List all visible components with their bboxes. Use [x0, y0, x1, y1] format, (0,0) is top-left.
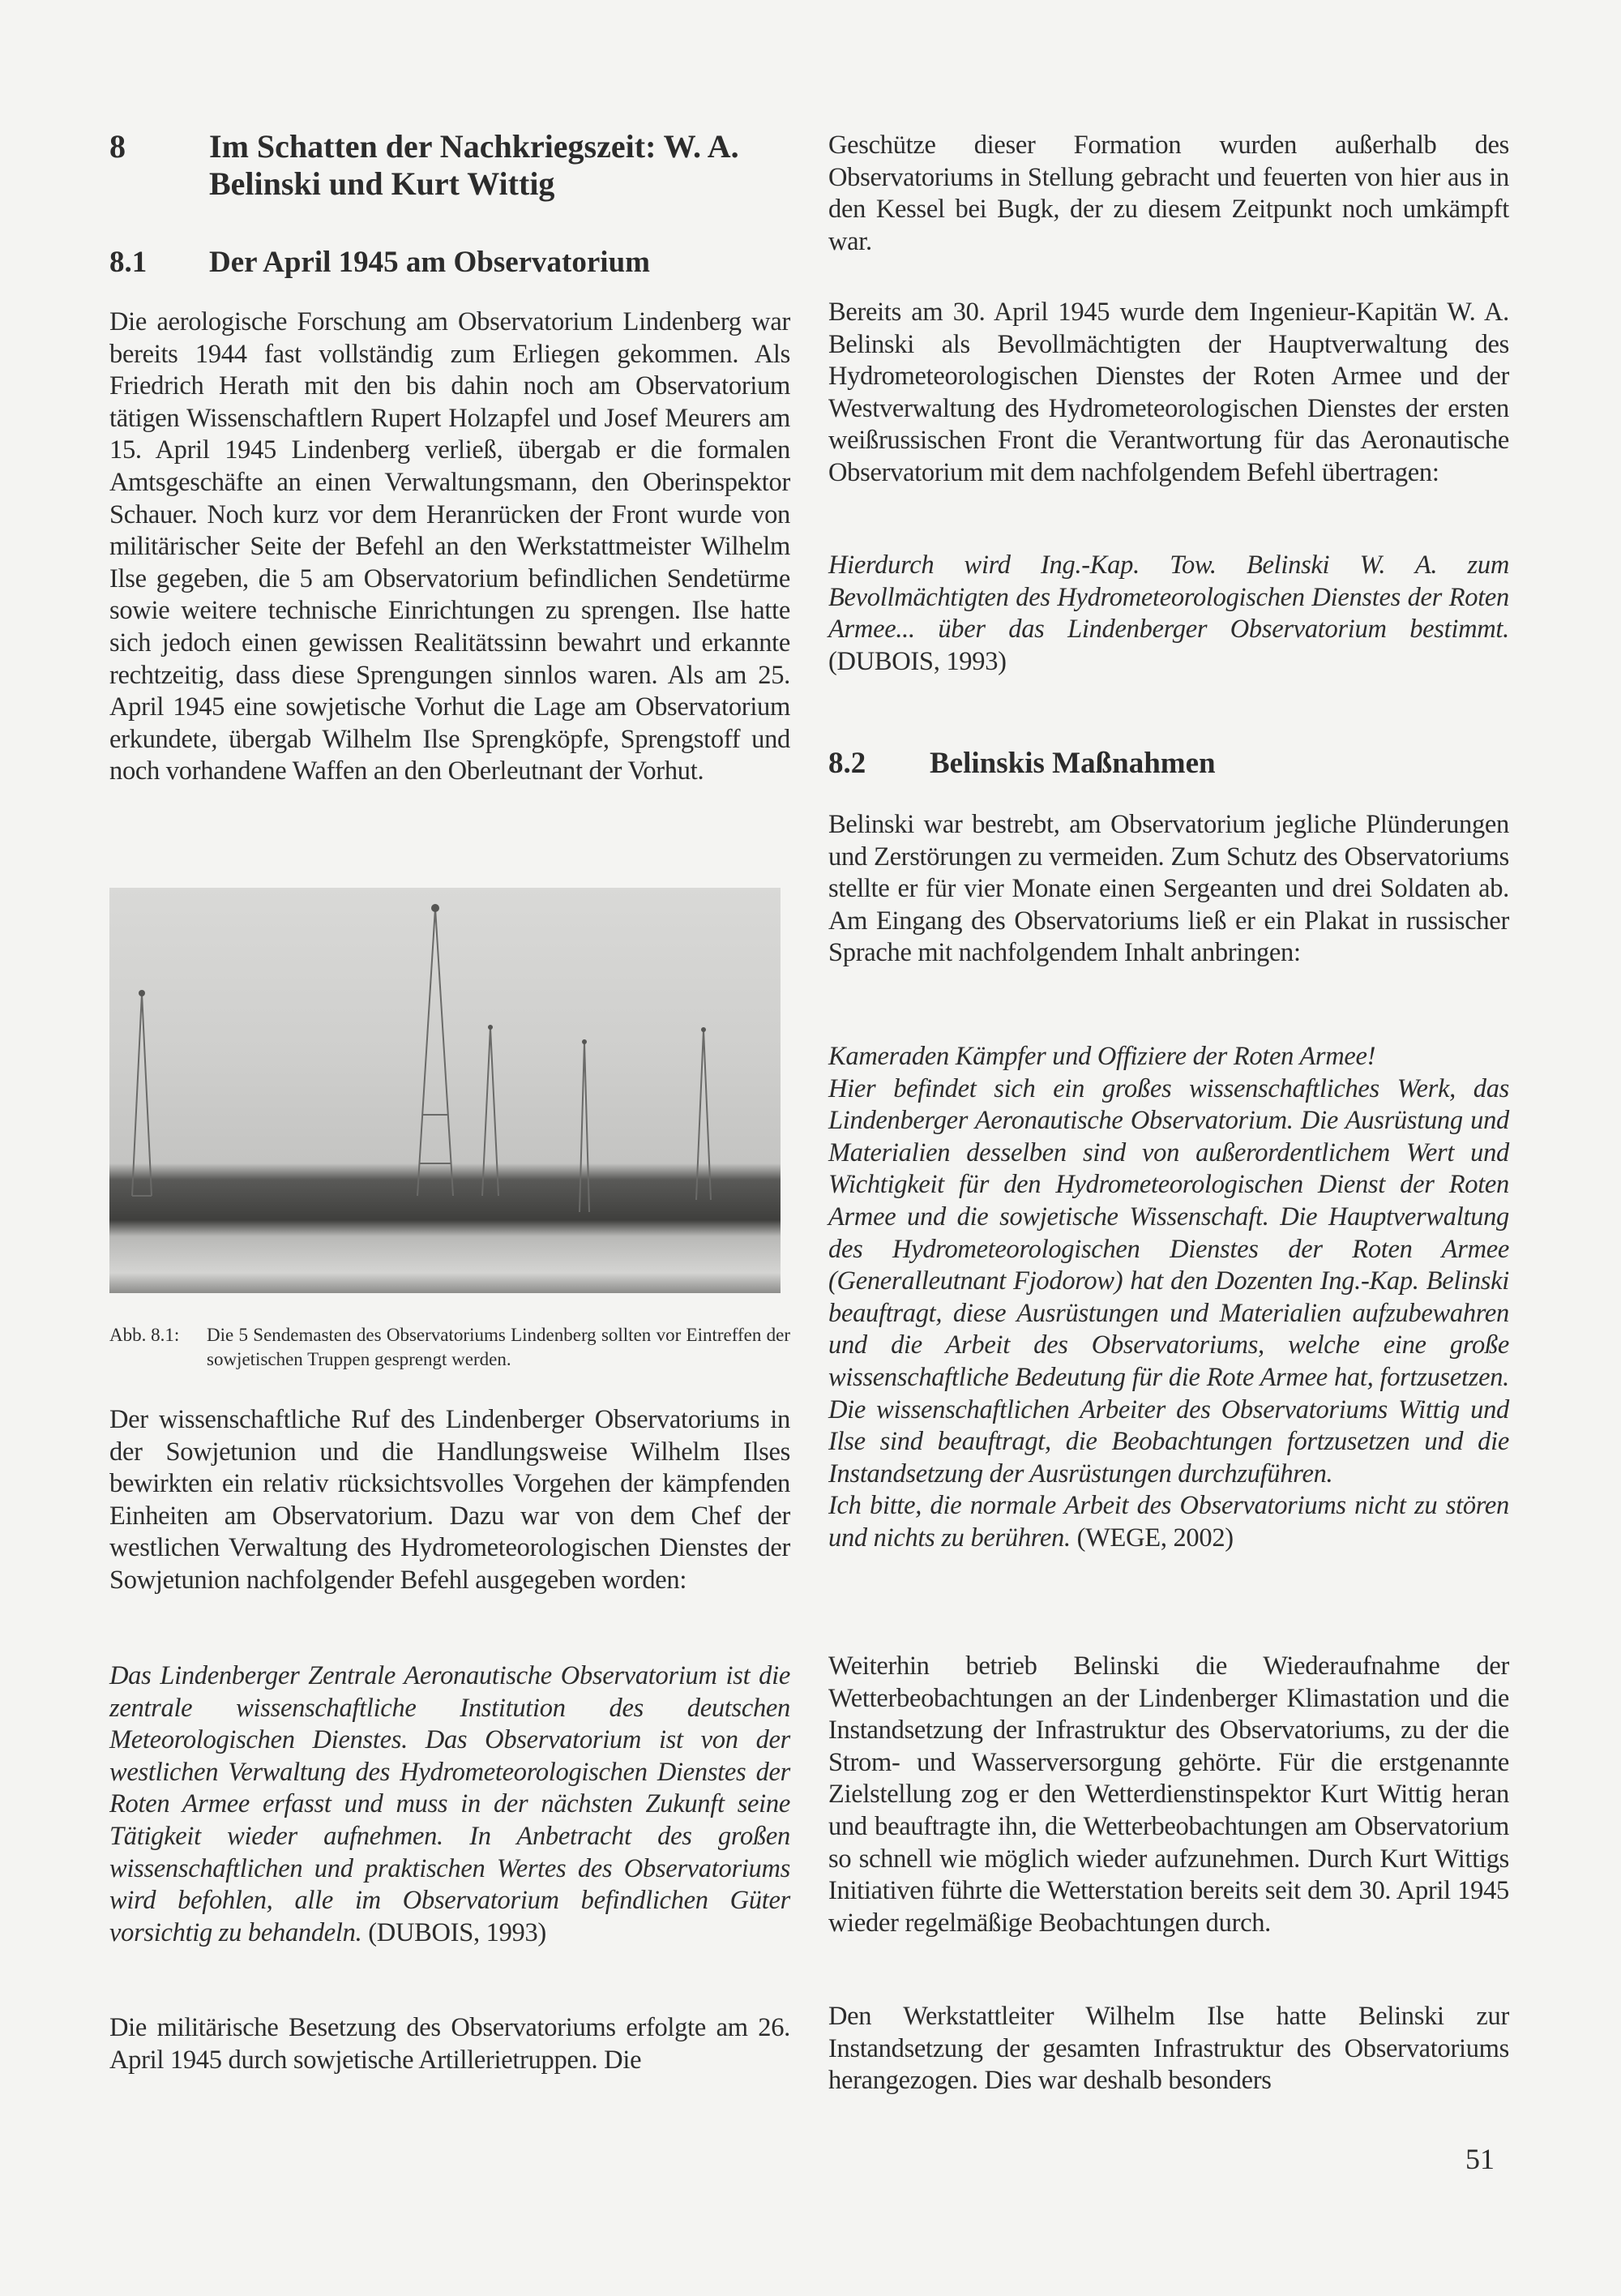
- poster-quote: [828, 1041, 1509, 1555]
- paragraph: Bereits am 30. April 1945 wurde dem Ingenieur-Kapitän W. A. Belinski als Bevollmächtigten der Hauptverwaltung des Hydrometeorologischen Dienstes der Roten Armee und der Westverwaltung des Hydrometeorologischen Dienstes der ersten weißrussischen Front die Verantwortung für das Aeronautische Observatorium mit dem nachfolgendem Befehl übertragen:: [828, 298, 1509, 487]
- paragraph: Belinski war bestrebt, am Observatorium jegliche Plünderungen und Zerstörungen zu vermeiden. Zum Schutz des Observatoriums stellte er für vier Monate einen Sergeanten und drei Soldaten ab. Am Eingang des Observatoriums ließ er ein Plakat in russischer Sprache mit nachfolgendem Inhalt anbringen:: [828, 810, 1509, 968]
- paragraph: Der wissenschaftliche Ruf des Lindenberger Observatoriums in der Sowjetunion und die Handlungsweise Wilhelm Ilses bewirkten ein relativ rücksichtsvolles Vorgehen der kämpfenden Einheiten am Observatorium. Dazu war von dem Chef der westlichen Verwaltung des Hydrometeorologischen Dienstes der Sowjetunion nachfolgender Befehl ausgegeben worden:: [109, 1405, 790, 1595]
- quote-text: Das Lindenberger Zentrale Aeronautische Observatorium ist die zentrale wissenschaftliche Institution des deutschen Meteorologischen Dienstes. Das Observatorium ist von der westlichen Verwaltung des Hydrometeorologischen Dienstes der Roten Armee erfasst und muss in der nächsten Zukunft seine Tätigkeit wieder aufnehmen. In Anbetracht des großen wissenschaftlichen und praktischen Wertes des Observatoriums wird befohlen, alle im Observatorium befindlichen Güter vorsichtig zu behandeln.: [109, 1661, 790, 1947]
- poster-quote-salutation: Kameraden Kämpfer und Offiziere der Roten Armee!: [828, 1042, 1376, 1071]
- paragraph: Den Werkstattleiter Wilhelm Ilse hatte Belinski zur Instandsetzung der gesamten Infrastruktur des Observatoriums herangezogen. Dies war deshalb besonders: [828, 2002, 1509, 2096]
- page-number: 51: [1465, 2143, 1495, 2175]
- chapter-number: 8: [109, 128, 126, 165]
- quote-citation: (DUBOIS, 1993): [828, 646, 1007, 676]
- section-number: 8.2: [828, 747, 866, 780]
- section-title: Der April 1945 am Observatorium: [209, 246, 650, 279]
- masts-illustration: [109, 888, 781, 1293]
- quote-citation: (DUBOIS, 1993): [361, 1917, 546, 1947]
- paragraph: Geschütze dieser Formation wurden außerhalb des Observatoriums in Stellung gebracht und feuerten von hier aus in den Kessel bei Bugk, der zu diesem Zeitpunkt noch umkämpft war.: [828, 131, 1509, 256]
- chapter-title: Im Schatten der Nachkriegszeit: W. A. Belinski und Kurt Wittig: [209, 128, 739, 202]
- quote-citation: (WEGE, 2002): [1070, 1523, 1234, 1553]
- section-number: 8.1: [109, 246, 148, 279]
- figure-photo-transmitter-masts: [109, 888, 781, 1293]
- paragraph: Die aerologische Forschung am Observatorium Lindenberg war bereits 1944 fast vollständig zum Erliegen gekommen. Als Friedrich Herath mit den bis dahin noch am Observatorium tätigen Wissenschaftlern Rupert Holzapfel und Josef Meurers am 15. April 1945 Lindenberg verließ, übergab er die formalen Amtsgeschäfte an einen Verwaltungsmann, den Oberinspektor Schauer. Noch kurz vor dem Heranrücken der Front wurde von militärischer Seite der Befehl an den Werkstattmeister Wilhelm Ilse gegeben, die 5 am Observatorium befindlichen Sendetürme sowie weitere technische Einrichtungen zu sprengen. Ilse hatte sich jedoch einen gewissen Realitätssinn bewahrt und erkannte rechtzeitig, dass diese Sprengungen sinnlos waren. Als am 25. April 1945 eine sowjetische Vorhut die Lage am Observatorium erkundete, übergab Wilhelm Ilse Sprengköpfe, Sprengstoff und noch vorhandene Waffen an den Oberleutnant der Vorhut.: [109, 307, 790, 786]
- poster-quote-closing-text: Ich bitte, die normale Arbeit des Observatoriums nicht zu stören und nichts zu berühren.: [828, 1491, 1509, 1553]
- paragraph: Weiterhin betrieb Belinski die Wiederaufnahme der Wetterbeobachtungen an der Lindenberger Klimastation und die Instandsetzung der Infrastruktur des Observatoriums, zu der die Strom- und Wasserversorgung gehörte. Für die erstgenannte Zielstellung zog er den Wetterdienstinspektor Kurt Wittig heran und beauftragte ihn, die Wetterbeobachtungen am Observatorium so schnell wie möglich wieder aufzunehmen. Durch Kurt Wittigs Initiativen führte die Wetterstation bereits seit dem 30. April 1945 wieder regelmäßige Beobachtungen durch.: [828, 1651, 1509, 1938]
- poster-quote-body: Hier befindet sich ein großes wissenschaftliches Werk, das Lindenberger Aeronautische Observatorium. Die Ausrüstung und Materialien desselben sind von außerordentlichem Wert und Wichtigkeit für den Hydrometeorologischen Dienst der Roten Armee und die sowjetische Wissenschaft. Die Hauptverwaltung des Hydrometeorologischen Dienstes der Roten Armee (Generalleutnant Fjodorow) hat den Dozenten Ing.-Kap. Belinski beauftragt, diese Ausrüstungen und Materialien aufzubewahren und die Arbeit des Observatoriums, welche eine große wissenschaftliche Bedeutung für die Rote Armee hat, fortzusetzen. Die wissenschaftlichen Arbeiter des Observatoriums Wittig und Ilse sind beauftragt, die Beobachtungen fortzusetzen und die Instandsetzung der Ausrüstungen durchzuführen.: [828, 1073, 1509, 1489]
- section-title: Belinskis Maßnahmen: [930, 747, 1216, 780]
- figure-label: Abb. 8.1:: [109, 1325, 180, 1345]
- figure-caption-text: Die 5 Sendemasten des Observatoriums Lindenberg sollten vor Eintreffen der sowjetischen Truppen gesprengt werden.: [207, 1325, 790, 1369]
- quote-text: Hierdurch wird Ing.-Kap. Tow. Belinski W. A. zum Bevollmächtigten des Hydrometeorologischen Dienstes der Roten Armee... über das Lindenberger Observatorium bestimmt.: [828, 550, 1509, 645]
- block-quote: [109, 1660, 790, 1949]
- paragraph: Die militärische Besetzung des Observatoriums erfolgte am 26. April 1945 durch sowjetische Artillerietruppen. Die: [109, 2013, 790, 2075]
- block-quote: [828, 550, 1509, 678]
- poster-quote-closing: [828, 1490, 1509, 1554]
